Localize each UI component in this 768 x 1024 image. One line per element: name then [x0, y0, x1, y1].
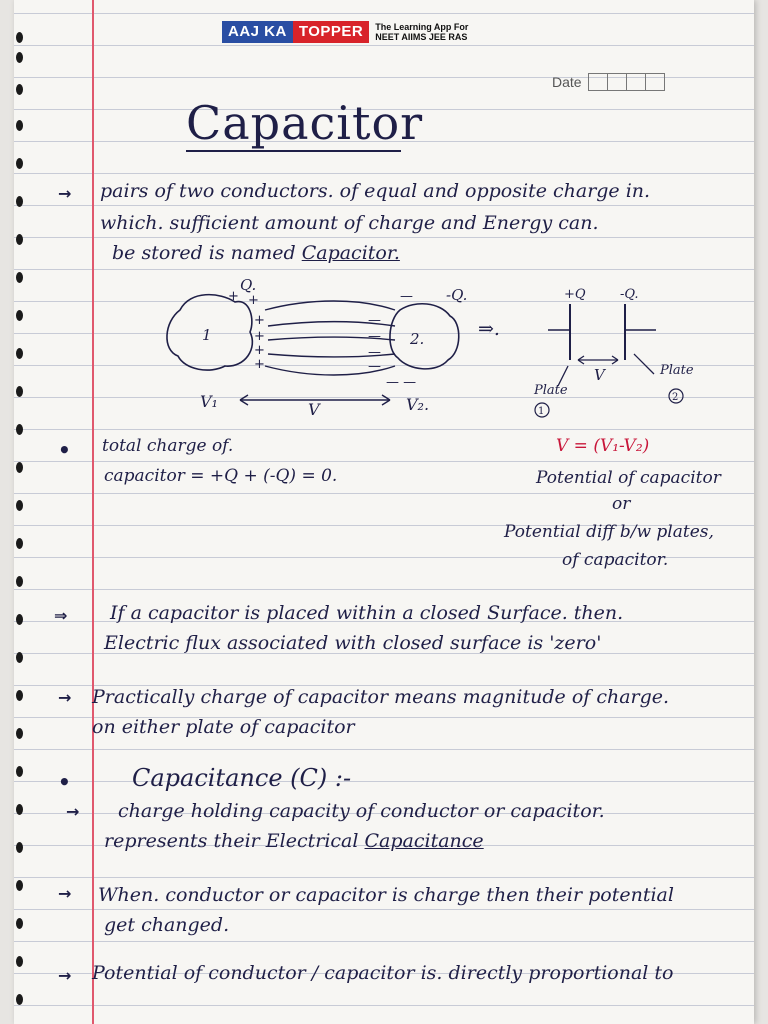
binding-hole: [16, 576, 23, 587]
conductor-1-label: 1: [202, 326, 212, 344]
binding-hole: [16, 956, 23, 967]
plus-q-label: +Q: [564, 287, 586, 302]
potential-equation: V = (V₁-V₂): [556, 436, 650, 456]
binding-hole: [16, 84, 23, 95]
v1-label: V₁: [200, 392, 218, 411]
logo-left-text: AAJ KA: [222, 21, 293, 43]
potential-line-2: Potential diff b/w plates,: [504, 522, 714, 542]
binding-hole: [16, 272, 23, 283]
capacitance-term: Capacitance: [364, 830, 484, 852]
practically-line-1: Practically charge of capacitor means magnitude of charge.: [92, 686, 670, 708]
binding-hole: [16, 462, 23, 473]
binding-hole: [16, 500, 23, 511]
binding-hole: [16, 994, 23, 1005]
binding-hole: [16, 234, 23, 245]
capacitance-heading: Capacitance (C) :-: [132, 764, 352, 792]
plate-pointer-right: [634, 354, 654, 374]
arrow-bullet-icon: →: [58, 884, 72, 903]
conductor-2-shape: [390, 304, 459, 369]
svg-text:+: +: [248, 293, 259, 308]
v2-label: V₂.: [406, 395, 430, 414]
potential-line-3: of capacitor.: [562, 550, 669, 570]
plate-1-number: 1: [538, 406, 545, 417]
svg-text:—: —: [368, 359, 381, 374]
arrow-bullet-icon: →: [58, 184, 72, 203]
binding-hole: [16, 804, 23, 815]
capacitance-line-2: [104, 830, 484, 852]
brand-logo: [222, 21, 369, 43]
svg-text:—: —: [368, 329, 381, 344]
arrow-bullet-icon: →: [58, 688, 72, 707]
binding-hole: [16, 52, 23, 63]
plate-right-label: Plate: [660, 363, 694, 378]
definition-line-3a: be stored is named: [112, 242, 296, 264]
plate-capacitor-diagram: [530, 282, 730, 422]
conductor-2-label: 2.: [410, 330, 425, 348]
dot-bullet-icon: •: [58, 770, 71, 794]
q-right-label: -Q.: [446, 286, 468, 304]
svg-text:+: +: [254, 357, 265, 372]
definition-line-3: [112, 242, 400, 264]
practically-line-2: on either plate of capacitor: [92, 716, 355, 738]
binding-hole: [16, 386, 23, 397]
date-boxes: [588, 73, 665, 91]
svg-text:—: —: [368, 313, 381, 328]
charge-diagram: [150, 270, 480, 420]
total-charge-line-1: total charge of.: [102, 436, 234, 456]
definition-line-2: which. sufficient amount of charge and Energy can.: [100, 212, 599, 234]
field-line: [265, 301, 395, 310]
v-between-label: V: [594, 366, 605, 384]
double-arrow-bullet-icon: ⇒: [54, 606, 68, 625]
binding-hole: [16, 196, 23, 207]
binding-hole: [16, 32, 23, 43]
binding-hole: [16, 614, 23, 625]
notebook-page: [14, 0, 754, 1024]
page-title: Capacitor: [186, 96, 424, 150]
spiral-holes: [14, 0, 34, 1024]
svg-text:—: —: [400, 289, 413, 304]
date-field: [552, 73, 665, 91]
binding-hole: [16, 120, 23, 131]
binding-hole: [16, 158, 23, 169]
arrow-bullet-icon: →: [58, 966, 72, 985]
implies-arrow: ⇒.: [478, 318, 500, 340]
brand-banner: [222, 21, 468, 43]
dot-bullet-icon: •: [58, 438, 71, 462]
v-label: V: [308, 400, 320, 419]
minus-q-label: -Q.: [620, 287, 639, 302]
flux-line-2: Electric flux associated with closed surface is 'zero': [104, 632, 602, 654]
binding-hole: [16, 348, 23, 359]
svg-text:+: +: [254, 329, 265, 344]
definition-line-1: pairs of two conductors. of equal and opposite charge in.: [100, 180, 651, 202]
svg-text:— —: — —: [386, 375, 417, 390]
svg-text:—: —: [368, 345, 381, 360]
svg-text:+: +: [254, 313, 265, 328]
margin-line: [92, 0, 94, 1024]
binding-hole: [16, 766, 23, 777]
svg-text:+: +: [254, 343, 265, 358]
plate-2-number: 2: [672, 392, 679, 403]
flux-line-1: If a capacitor is placed within a closed Surface. then.: [110, 602, 624, 624]
binding-hole: [16, 310, 23, 321]
svg-text:+: +: [228, 289, 239, 304]
capacitance-line-2a: represents their Electrical: [104, 830, 359, 852]
binding-hole: [16, 880, 23, 891]
binding-hole: [16, 538, 23, 549]
binding-hole: [16, 728, 23, 739]
capacitance-line-1: charge holding capacity of conductor or capacitor.: [118, 800, 605, 822]
title-underline: [186, 150, 401, 152]
binding-hole: [16, 652, 23, 663]
potential-line-1: Potential of capacitor: [536, 468, 721, 488]
binding-hole: [16, 918, 23, 929]
when-line-1: When. conductor or capacitor is charge then their potential: [98, 884, 674, 906]
potential-or: or: [612, 494, 631, 514]
logo-right-text: TOPPER: [293, 21, 369, 43]
q-left-label: Q.: [240, 276, 257, 294]
binding-hole: [16, 842, 23, 853]
binding-hole: [16, 690, 23, 701]
tagline-line-1: The Learning App For: [375, 22, 469, 32]
proportional-line-1: Potential of conductor / capacitor is. directly proportional to: [92, 962, 674, 984]
total-charge-line-2: capacitor = +Q + (-Q) = 0.: [104, 466, 338, 486]
tagline-line-2: NEET AIIMS JEE RAS: [375, 32, 468, 42]
arrow-bullet-icon: →: [66, 802, 80, 821]
when-line-2: get changed.: [104, 914, 230, 936]
capacitor-term: Capacitor.: [301, 242, 400, 264]
plate-left-label: Plate: [534, 383, 568, 398]
brand-tagline: [375, 22, 468, 42]
date-label: Date: [552, 74, 582, 90]
binding-hole: [16, 424, 23, 435]
